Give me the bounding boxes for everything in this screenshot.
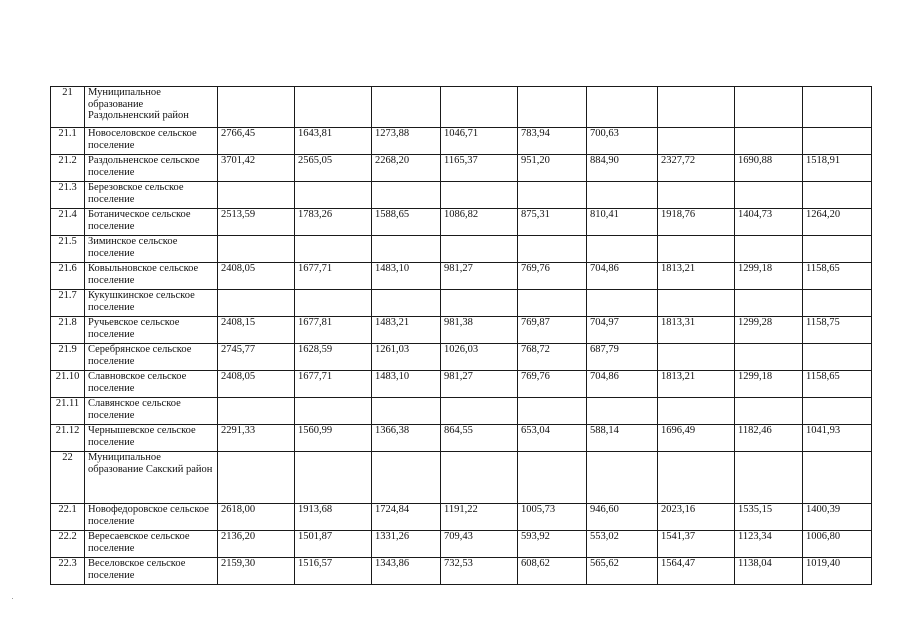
settlement-name: Славновское сельское поселение bbox=[85, 371, 218, 398]
table-row bbox=[51, 290, 872, 317]
value-cell: 588,14 bbox=[587, 425, 658, 452]
value-cell: 1696,49 bbox=[658, 425, 735, 452]
value-cell: 1165,37 bbox=[441, 155, 518, 182]
value-cell bbox=[735, 236, 803, 263]
settlement-name: Муниципальное образование Сакский район bbox=[85, 452, 218, 504]
settlement-name: Кукушкинское сельское поселение bbox=[85, 290, 218, 317]
value-cell: 1483,10 bbox=[372, 263, 441, 290]
value-cell: 1086,82 bbox=[441, 209, 518, 236]
value-cell bbox=[518, 87, 587, 128]
value-cell: 1158,75 bbox=[803, 317, 872, 344]
value-cell bbox=[518, 290, 587, 317]
table-row bbox=[51, 425, 872, 452]
table-row bbox=[51, 531, 872, 558]
value-cell: 1724,84 bbox=[372, 504, 441, 531]
value-cell: 1299,28 bbox=[735, 317, 803, 344]
value-cell: 1535,15 bbox=[735, 504, 803, 531]
value-cell bbox=[295, 398, 372, 425]
value-cell bbox=[518, 182, 587, 209]
row-number: 21.1 bbox=[51, 128, 85, 155]
value-cell: 769,76 bbox=[518, 263, 587, 290]
table-row bbox=[51, 398, 872, 425]
value-cell: 565,62 bbox=[587, 558, 658, 585]
value-cell: 1813,21 bbox=[658, 263, 735, 290]
value-cell: 1006,80 bbox=[803, 531, 872, 558]
value-cell: 1501,87 bbox=[295, 531, 372, 558]
value-cell bbox=[658, 128, 735, 155]
settlement-name: Раздольненское сельское поселение bbox=[85, 155, 218, 182]
value-cell bbox=[735, 398, 803, 425]
settlement-name: Чернышевское сельское поселение bbox=[85, 425, 218, 452]
value-cell: 1400,39 bbox=[803, 504, 872, 531]
value-cell: 951,20 bbox=[518, 155, 587, 182]
value-cell: 1005,73 bbox=[518, 504, 587, 531]
row-number: 21.11 bbox=[51, 398, 85, 425]
value-cell: 732,53 bbox=[441, 558, 518, 585]
row-number: 22.1 bbox=[51, 504, 85, 531]
value-cell: 1046,71 bbox=[441, 128, 518, 155]
value-cell: 1191,22 bbox=[441, 504, 518, 531]
value-cell bbox=[658, 452, 735, 504]
settlement-name: Веселовское сельское поселение bbox=[85, 558, 218, 585]
value-cell bbox=[803, 236, 872, 263]
value-cell: 2291,33 bbox=[218, 425, 295, 452]
value-cell: 1123,34 bbox=[735, 531, 803, 558]
row-number: 22 bbox=[51, 452, 85, 504]
value-cell: 1138,04 bbox=[735, 558, 803, 585]
value-cell: 653,04 bbox=[518, 425, 587, 452]
row-number: 21.10 bbox=[51, 371, 85, 398]
row-number: 21.8 bbox=[51, 317, 85, 344]
value-cell bbox=[658, 236, 735, 263]
settlement-name: Серебрянское сельское поселение bbox=[85, 344, 218, 371]
value-cell: 1261,03 bbox=[372, 344, 441, 371]
settlement-name: Березовское сельское поселение bbox=[85, 182, 218, 209]
value-cell bbox=[735, 182, 803, 209]
row-number: 22.2 bbox=[51, 531, 85, 558]
value-cell: 2766,45 bbox=[218, 128, 295, 155]
value-cell bbox=[372, 452, 441, 504]
table-body bbox=[51, 87, 872, 585]
value-cell: 704,97 bbox=[587, 317, 658, 344]
value-cell: 700,63 bbox=[587, 128, 658, 155]
value-cell: 1783,26 bbox=[295, 209, 372, 236]
value-cell: 2159,30 bbox=[218, 558, 295, 585]
value-cell: 1158,65 bbox=[803, 371, 872, 398]
value-cell: 981,27 bbox=[441, 263, 518, 290]
value-cell bbox=[587, 87, 658, 128]
value-cell: 2268,20 bbox=[372, 155, 441, 182]
value-cell: 1158,65 bbox=[803, 263, 872, 290]
value-cell bbox=[803, 87, 872, 128]
settlement-name: Славянское сельское поселение bbox=[85, 398, 218, 425]
row-number: 21.12 bbox=[51, 425, 85, 452]
value-cell: 608,62 bbox=[518, 558, 587, 585]
value-cell: 1628,59 bbox=[295, 344, 372, 371]
value-cell: 810,41 bbox=[587, 209, 658, 236]
value-cell bbox=[218, 87, 295, 128]
value-cell bbox=[803, 290, 872, 317]
value-cell bbox=[803, 128, 872, 155]
row-number: 21.7 bbox=[51, 290, 85, 317]
value-cell bbox=[441, 87, 518, 128]
value-cell bbox=[803, 452, 872, 504]
value-cell: 783,94 bbox=[518, 128, 587, 155]
value-cell: 981,38 bbox=[441, 317, 518, 344]
row-number: 21.2 bbox=[51, 155, 85, 182]
value-cell: 768,72 bbox=[518, 344, 587, 371]
value-cell: 1404,73 bbox=[735, 209, 803, 236]
value-cell: 1516,57 bbox=[295, 558, 372, 585]
value-cell bbox=[587, 452, 658, 504]
settlement-name: Вересаевское сельское поселение bbox=[85, 531, 218, 558]
value-cell: 1483,21 bbox=[372, 317, 441, 344]
value-cell: 1813,31 bbox=[658, 317, 735, 344]
value-cell: 1264,20 bbox=[803, 209, 872, 236]
table-row bbox=[51, 236, 872, 263]
value-cell: 1026,03 bbox=[441, 344, 518, 371]
row-number: 21.4 bbox=[51, 209, 85, 236]
value-cell bbox=[803, 344, 872, 371]
value-cell: 1331,26 bbox=[372, 531, 441, 558]
value-cell: 2408,05 bbox=[218, 263, 295, 290]
value-cell: 1677,71 bbox=[295, 371, 372, 398]
value-cell: 1041,93 bbox=[803, 425, 872, 452]
value-cell: 2136,20 bbox=[218, 531, 295, 558]
value-cell bbox=[218, 290, 295, 317]
value-cell bbox=[658, 398, 735, 425]
value-cell: 1643,81 bbox=[295, 128, 372, 155]
value-cell: 2408,05 bbox=[218, 371, 295, 398]
table-row bbox=[51, 344, 872, 371]
value-cell bbox=[372, 87, 441, 128]
table-row bbox=[51, 452, 872, 504]
row-number: 21 bbox=[51, 87, 85, 128]
value-cell bbox=[441, 290, 518, 317]
value-cell: 2327,72 bbox=[658, 155, 735, 182]
value-cell: 2023,16 bbox=[658, 504, 735, 531]
value-cell bbox=[735, 87, 803, 128]
value-cell: 704,86 bbox=[587, 371, 658, 398]
value-cell bbox=[658, 344, 735, 371]
value-cell: 1690,88 bbox=[735, 155, 803, 182]
value-cell: 2408,15 bbox=[218, 317, 295, 344]
value-cell: 2745,77 bbox=[218, 344, 295, 371]
settlement-name: Новофедоровское сельское поселение bbox=[85, 504, 218, 531]
value-cell bbox=[218, 182, 295, 209]
row-number: 21.6 bbox=[51, 263, 85, 290]
value-cell bbox=[441, 398, 518, 425]
settlement-name: Новоселовское сельское поселение bbox=[85, 128, 218, 155]
value-cell bbox=[441, 182, 518, 209]
value-cell bbox=[218, 236, 295, 263]
value-cell: 687,79 bbox=[587, 344, 658, 371]
value-cell: 1541,37 bbox=[658, 531, 735, 558]
value-cell: 1182,46 bbox=[735, 425, 803, 452]
value-cell bbox=[295, 452, 372, 504]
value-cell bbox=[658, 87, 735, 128]
value-cell: 1564,47 bbox=[658, 558, 735, 585]
value-cell bbox=[735, 128, 803, 155]
value-cell: 1588,65 bbox=[372, 209, 441, 236]
value-cell bbox=[295, 87, 372, 128]
table-row bbox=[51, 558, 872, 585]
value-cell: 553,02 bbox=[587, 531, 658, 558]
value-cell bbox=[587, 290, 658, 317]
value-cell: 1483,10 bbox=[372, 371, 441, 398]
value-cell: 2565,05 bbox=[295, 155, 372, 182]
value-cell: 1677,81 bbox=[295, 317, 372, 344]
table-row bbox=[51, 182, 872, 209]
row-number: 21.5 bbox=[51, 236, 85, 263]
value-cell bbox=[518, 398, 587, 425]
value-cell bbox=[518, 236, 587, 263]
value-cell bbox=[372, 236, 441, 263]
table-row bbox=[51, 155, 872, 182]
value-cell: 1299,18 bbox=[735, 371, 803, 398]
settlement-name: Ковыльновское сельское поселение bbox=[85, 263, 218, 290]
value-cell: 593,92 bbox=[518, 531, 587, 558]
settlement-name: Зиминское сельское поселение bbox=[85, 236, 218, 263]
table-row bbox=[51, 209, 872, 236]
row-number: 21.3 bbox=[51, 182, 85, 209]
value-cell: 1518,91 bbox=[803, 155, 872, 182]
value-cell bbox=[372, 398, 441, 425]
value-cell: 1366,38 bbox=[372, 425, 441, 452]
value-cell: 946,60 bbox=[587, 504, 658, 531]
table-row bbox=[51, 371, 872, 398]
table-row bbox=[51, 504, 872, 531]
value-cell: 884,90 bbox=[587, 155, 658, 182]
value-cell bbox=[295, 182, 372, 209]
value-cell bbox=[803, 182, 872, 209]
table-row bbox=[51, 263, 872, 290]
value-cell bbox=[441, 236, 518, 263]
value-cell: 709,43 bbox=[441, 531, 518, 558]
value-cell bbox=[735, 344, 803, 371]
value-cell: 981,27 bbox=[441, 371, 518, 398]
value-cell: 1299,18 bbox=[735, 263, 803, 290]
value-cell: 704,86 bbox=[587, 263, 658, 290]
value-cell bbox=[372, 290, 441, 317]
scan-speck bbox=[12, 598, 13, 599]
value-cell bbox=[587, 398, 658, 425]
value-cell: 1560,99 bbox=[295, 425, 372, 452]
value-cell: 1677,71 bbox=[295, 263, 372, 290]
value-cell bbox=[218, 452, 295, 504]
table-row bbox=[51, 317, 872, 344]
value-cell bbox=[518, 452, 587, 504]
value-cell: 875,31 bbox=[518, 209, 587, 236]
value-cell bbox=[295, 290, 372, 317]
settlement-name: Ручьевское сельское поселение bbox=[85, 317, 218, 344]
settlement-name: Муниципальное образование Раздольненский район bbox=[85, 87, 218, 128]
value-cell bbox=[372, 182, 441, 209]
value-cell: 3701,42 bbox=[218, 155, 295, 182]
value-cell bbox=[735, 290, 803, 317]
row-number: 21.9 bbox=[51, 344, 85, 371]
value-cell bbox=[658, 182, 735, 209]
table-row bbox=[51, 128, 872, 155]
value-cell bbox=[658, 290, 735, 317]
settlement-name: Ботаническое сельское поселение bbox=[85, 209, 218, 236]
value-cell: 1273,88 bbox=[372, 128, 441, 155]
value-cell bbox=[735, 452, 803, 504]
value-cell bbox=[218, 398, 295, 425]
value-cell bbox=[587, 236, 658, 263]
value-cell bbox=[295, 236, 372, 263]
value-cell: 1019,40 bbox=[803, 558, 872, 585]
value-cell: 2618,00 bbox=[218, 504, 295, 531]
value-cell: 1918,76 bbox=[658, 209, 735, 236]
tariff-table bbox=[50, 86, 872, 585]
value-cell bbox=[441, 452, 518, 504]
value-cell bbox=[587, 182, 658, 209]
value-cell: 1343,86 bbox=[372, 558, 441, 585]
value-cell: 2513,59 bbox=[218, 209, 295, 236]
table-row bbox=[51, 87, 872, 128]
value-cell: 769,87 bbox=[518, 317, 587, 344]
value-cell: 1913,68 bbox=[295, 504, 372, 531]
value-cell: 769,76 bbox=[518, 371, 587, 398]
row-number: 22.3 bbox=[51, 558, 85, 585]
value-cell: 1813,21 bbox=[658, 371, 735, 398]
value-cell: 864,55 bbox=[441, 425, 518, 452]
value-cell bbox=[803, 398, 872, 425]
